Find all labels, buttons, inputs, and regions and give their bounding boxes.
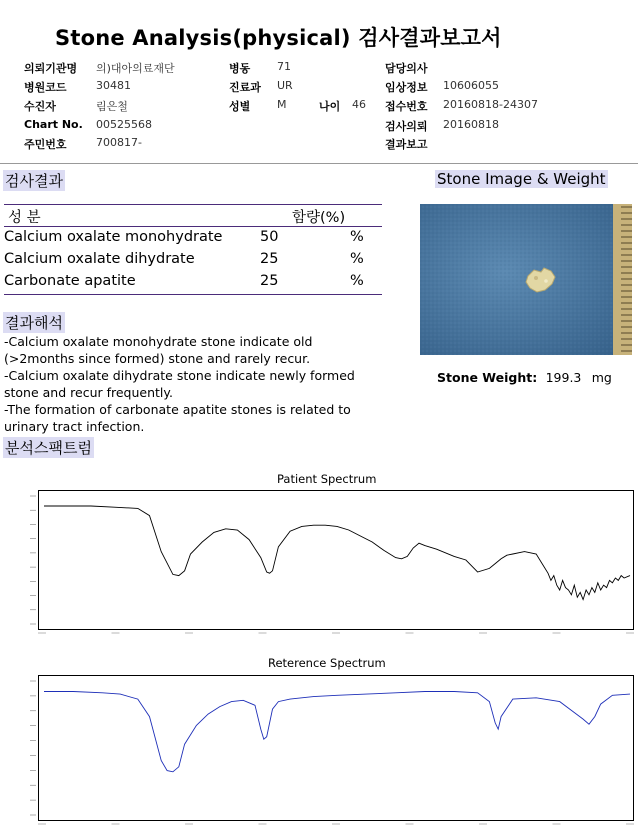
patient-spectrum-chart bbox=[14, 488, 636, 640]
ward-value: 71 bbox=[277, 60, 291, 73]
hospital-code-value: 30481 bbox=[96, 79, 131, 92]
receipt-no-label: 접수번호 bbox=[385, 100, 428, 113]
header-divider bbox=[0, 163, 638, 164]
table-bottom-rule bbox=[4, 294, 382, 295]
institution-value: 의)대아의료재단 bbox=[96, 62, 175, 75]
reference-spectrum-chart bbox=[14, 673, 636, 831]
patient-label: 수진자 bbox=[24, 100, 56, 113]
test-request-value: 20160818 bbox=[443, 118, 499, 131]
chart-no-value: 00525568 bbox=[96, 118, 152, 131]
clinical-info-label: 임상정보 bbox=[385, 81, 428, 94]
col-component-header: 성 분 bbox=[8, 210, 41, 226]
interpretation-line: -Calcium oxalate dihydrate stone indicate newly formed bbox=[4, 368, 355, 383]
interpretation-line: -The formation of carbonate apatite stones is related to bbox=[4, 402, 351, 417]
institution-label: 의뢰기관명 bbox=[24, 62, 78, 75]
resident-no-label: 주민번호 bbox=[24, 138, 67, 151]
age-value: 46 bbox=[352, 98, 366, 111]
interpretation-text bbox=[4, 333, 384, 435]
stone-weight-value: 199.3 bbox=[545, 370, 582, 385]
interpretation-line: (>2months since formed) stone and rarely recur. bbox=[4, 351, 311, 366]
dept-value: UR bbox=[277, 79, 293, 92]
resident-no-value: 700817- bbox=[96, 136, 142, 149]
stone-weight-unit: mg bbox=[591, 370, 612, 385]
patient-spectrum-title: Patient Spectrum bbox=[277, 472, 377, 486]
receipt-no-value: 20160818-24307 bbox=[443, 98, 538, 111]
interpretation-line: stone and recur frequently. bbox=[4, 385, 173, 400]
table-header-rule bbox=[4, 226, 382, 227]
test-request-label: 검사의뢰 bbox=[385, 120, 428, 133]
spectrum-section-title: 분석스팩트럼 bbox=[5, 439, 92, 457]
component-unit: % bbox=[350, 229, 364, 245]
component-name: Calcium oxalate monohydrate bbox=[4, 229, 223, 245]
hospital-code-label: 병원코드 bbox=[24, 81, 67, 94]
stone-image-title: Stone Image & Weight bbox=[437, 170, 606, 188]
results-section-title: 검사결과 bbox=[5, 172, 63, 190]
plot-frame bbox=[39, 676, 634, 821]
component-unit: % bbox=[350, 273, 364, 289]
col-content-header: 함량(%) bbox=[292, 210, 346, 226]
component-unit: % bbox=[350, 251, 364, 267]
interpretation-line: -Calcium oxalate monohydrate stone indicate old bbox=[4, 334, 313, 349]
stone-weight-label: Stone Weight: bbox=[437, 370, 538, 385]
age-label: 나이 bbox=[319, 100, 341, 113]
result-report-label: 결과보고 bbox=[385, 138, 428, 151]
component-value: 50 bbox=[260, 229, 279, 245]
component-name: Carbonate apatite bbox=[4, 273, 136, 289]
component-value: 25 bbox=[260, 251, 279, 267]
interpretation-title: 결과해석 bbox=[5, 314, 63, 332]
component-value: 25 bbox=[260, 273, 279, 289]
reference-spectrum-title: Reterence Spectrum bbox=[268, 656, 386, 670]
stone-weight bbox=[437, 370, 612, 385]
doctor-label: 담당의사 bbox=[385, 62, 428, 75]
interpretation-line: urinary tract infection. bbox=[4, 419, 145, 434]
table-top-rule bbox=[4, 204, 382, 205]
sex-label: 성별 bbox=[229, 100, 251, 113]
report-title: Stone Analysis(physical) 검사결과보고서 bbox=[55, 26, 502, 50]
plot-frame bbox=[39, 491, 634, 630]
component-name: Calcium oxalate dihydrate bbox=[4, 251, 195, 267]
ward-label: 병동 bbox=[229, 62, 251, 75]
dept-label: 진료과 bbox=[229, 81, 261, 94]
patient-value: 림은철 bbox=[96, 100, 128, 113]
sex-value: M bbox=[277, 98, 287, 111]
stone-photo bbox=[420, 204, 632, 355]
chart-no-label: Chart No. bbox=[24, 118, 83, 131]
clinical-info-value: 10606055 bbox=[443, 79, 499, 92]
